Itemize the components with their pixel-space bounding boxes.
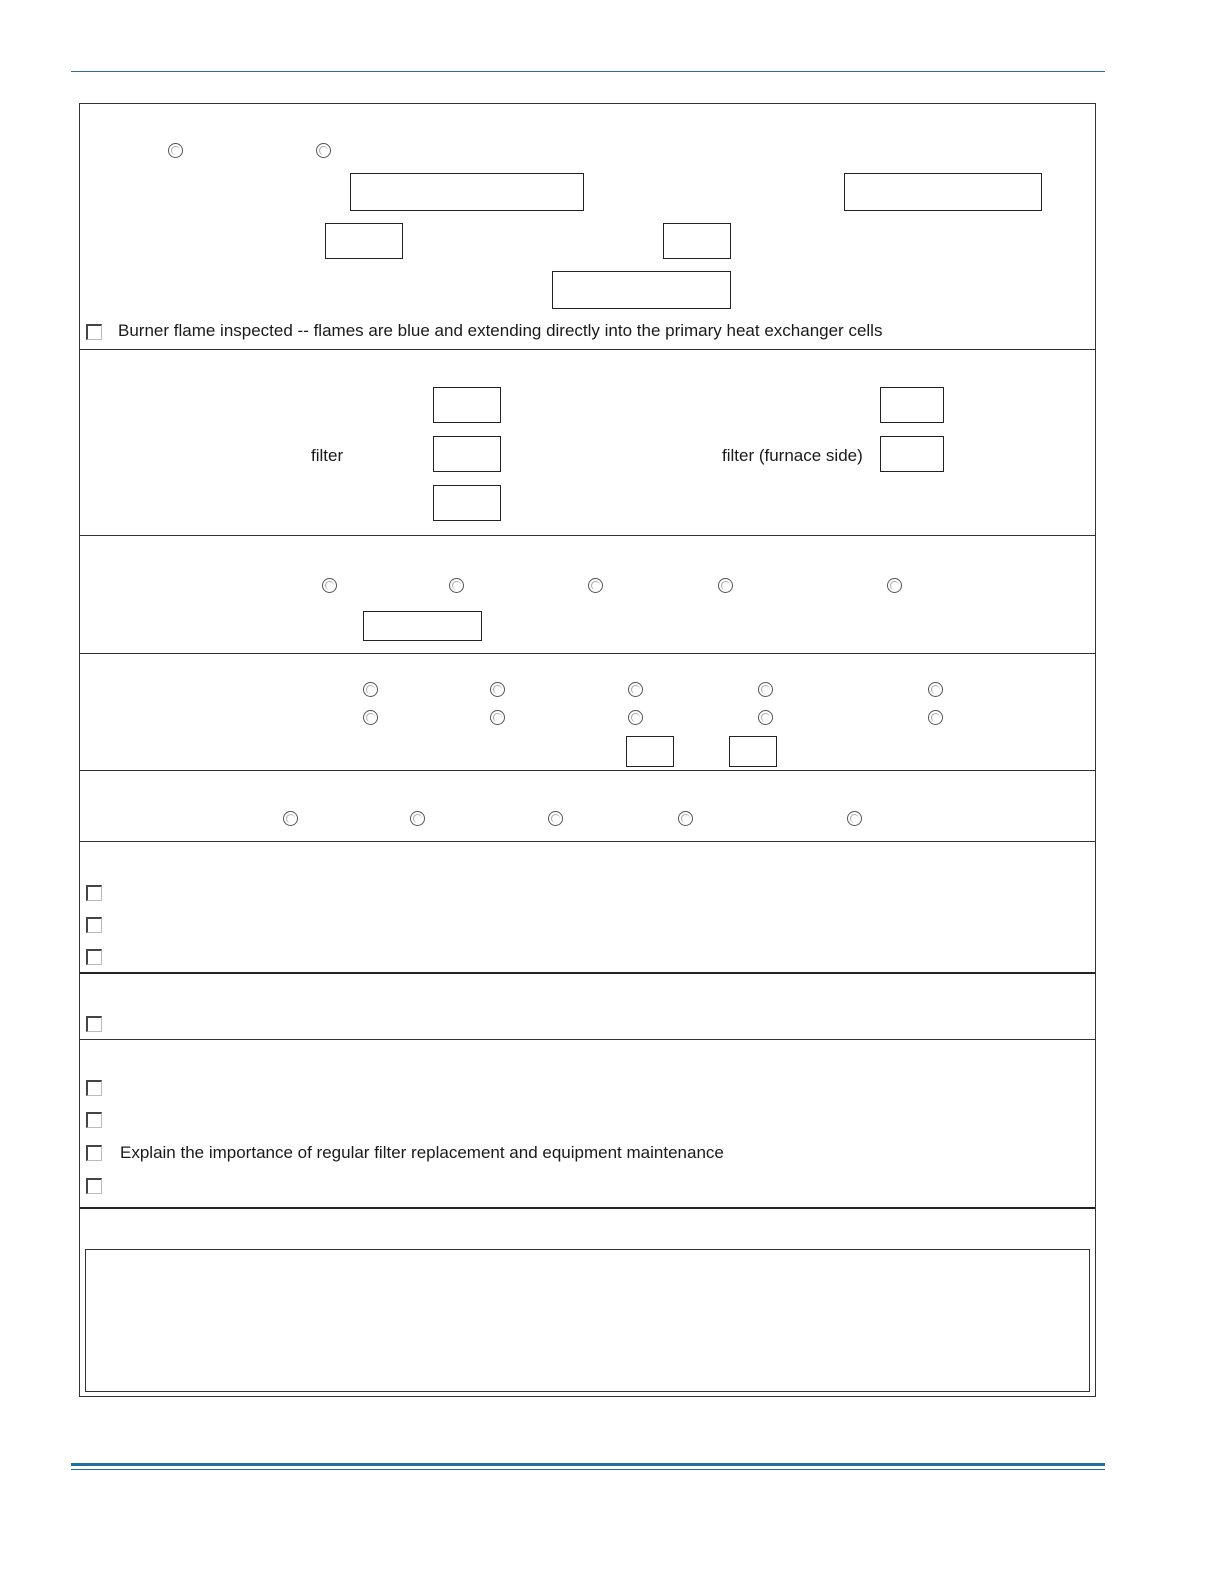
radio-4b1[interactable]: [490, 682, 505, 697]
checkbox-6c[interactable]: [86, 949, 102, 965]
footer-rule-thin: [71, 1469, 1105, 1470]
radio-4a2[interactable]: [363, 710, 378, 725]
radio-3b[interactable]: [449, 578, 464, 593]
section-5: [80, 771, 1095, 842]
radio-option-2[interactable]: [316, 143, 331, 158]
radio-4d1[interactable]: [758, 682, 773, 697]
radio-3c[interactable]: [588, 578, 603, 593]
checkbox-explain-filter[interactable]: [86, 1145, 102, 1161]
radio-4d2[interactable]: [758, 710, 773, 725]
text-field-1c[interactable]: [325, 223, 403, 259]
text-field-1e[interactable]: [552, 271, 731, 309]
text-field-4b[interactable]: [729, 736, 777, 767]
checkbox-8a[interactable]: [86, 1080, 102, 1096]
inspection-form: [79, 103, 1096, 1397]
radio-4e1[interactable]: [928, 682, 943, 697]
radio-5d[interactable]: [678, 811, 693, 826]
radio-4e2[interactable]: [928, 710, 943, 725]
text-field-2d[interactable]: [880, 436, 944, 472]
section-8: [80, 1040, 1095, 1209]
checkbox-8b[interactable]: [86, 1112, 102, 1128]
section-6: [80, 842, 1095, 974]
checkbox-6b[interactable]: [86, 917, 102, 933]
text-field-1a[interactable]: [350, 173, 584, 211]
filter-label: filter: [311, 446, 344, 465]
checkbox-burner-flame[interactable]: [86, 324, 102, 340]
radio-3a[interactable]: [322, 578, 337, 593]
section-burner: [80, 104, 1095, 350]
text-field-2c[interactable]: [433, 436, 501, 472]
text-field-2b[interactable]: [880, 387, 944, 423]
radio-4c2[interactable]: [628, 710, 643, 725]
burner-flame-label: Burner flame inspected -- flames are blue and extending directly into the primary heat exchanger cells: [118, 321, 883, 340]
section-3: [80, 536, 1095, 654]
header-rule: [71, 71, 1105, 72]
radio-4b2[interactable]: [490, 710, 505, 725]
text-field-1b[interactable]: [844, 173, 1042, 211]
text-field-4a[interactable]: [626, 736, 674, 767]
radio-5a[interactable]: [283, 811, 298, 826]
radio-5b[interactable]: [410, 811, 425, 826]
filter-furnace-side-label: filter (furnace side): [722, 446, 863, 465]
notes-textarea[interactable]: [85, 1249, 1090, 1392]
radio-3e[interactable]: [887, 578, 902, 593]
text-field-1d[interactable]: [663, 223, 731, 259]
text-field-2a[interactable]: [433, 387, 501, 423]
checkbox-6a[interactable]: [86, 885, 102, 901]
radio-4a1[interactable]: [363, 682, 378, 697]
radio-5c[interactable]: [548, 811, 563, 826]
radio-3d[interactable]: [718, 578, 733, 593]
section-filters: [80, 350, 1095, 536]
radio-4c1[interactable]: [628, 682, 643, 697]
section-4: [80, 654, 1095, 771]
text-field-3a[interactable]: [363, 611, 482, 641]
explain-filter-label: Explain the importance of regular filter replacement and equipment maintenance: [120, 1143, 724, 1162]
footer-rule: [71, 1463, 1105, 1466]
checkbox-7a[interactable]: [86, 1016, 102, 1032]
radio-option-1[interactable]: [168, 143, 183, 158]
section-7: [80, 974, 1095, 1040]
text-field-2e[interactable]: [433, 485, 501, 521]
radio-5e[interactable]: [847, 811, 862, 826]
checkbox-8d[interactable]: [86, 1178, 102, 1194]
